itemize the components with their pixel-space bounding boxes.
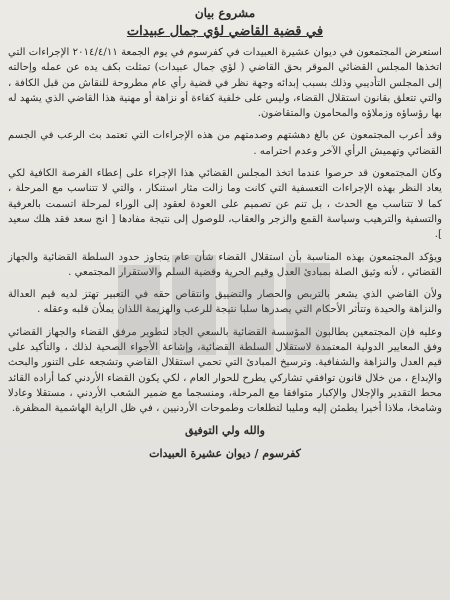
paragraph-review: استعرض المجتمعون في ديوان عشيرة العبيدات في كفرسوم في يوم الجمعة ٢٠١٤/٤/١١ الإجراءات التي اتخذها المجلس القضائي الموقر بحق القاضي ( لؤي جمال عبيدات) تمثلت بكف يده عن عمله وإحالته إلى المجلس التأديبي وذلك بسبب إبدائه وجهة نظر في قضية رأي عام مطروحة للنقاش من قبل الكافة ، والتي تتعلق بقانون استقلال القضاء، وليس على خلفية كفاءة أو نزاهة أو مهنية هذا القاضي الذي يشهد له بها رؤساؤه وزملاؤه والمحامون والمتقاضون. bbox=[8, 47, 442, 120]
paragraph-independence: ويؤكد المجتمعون بهذه المناسبة بأن استقلال القضاء شأن عام يتجاوز حدود السلطة القضائية والجهاز القضائي ، لأنه وثيق الصلة بمبادئ العدل وقيم الحرية وقضية السلم والاستقرار المجتمعي . bbox=[8, 251, 442, 278]
paragraph-judge-fear: ولأن القاضي الذي يشعر بالتربص والحصار والتضييق وانتقاص حقه في التعبير تهتز لديه قيم العدالة والنزاهة والحيدة وتتأثر الأحكام التي يصدرها سلبا نتيجة للرعب والهزيمة اللذان يملأن قلبه وعقله . bbox=[8, 289, 442, 316]
document-pretitle: مشروع بيان bbox=[194, 6, 256, 20]
document-title: في قضية القاضي لؤي جمال عبيدات bbox=[126, 24, 324, 39]
paragraph-shock: وقد أعرب المجتمعون عن بالغ دهشتهم وصدمتهم من هذه الإجراءات التي تعتمد بث الرعب في الجسم القضائي وتهميش الرأي الآخر وعدم احترامه . bbox=[8, 130, 442, 157]
document-header bbox=[8, 6, 442, 39]
paragraph-demands: وعليه فإن المجتمعين يطالبون المؤسسة القضائية بالسعي الجاد لتطوير مرفق القضاء والجهاز القضائي وفق المعايير الدولية المعتمدة لاستقلال السلطة القضائية، وإشاعة الأجواء الصحية لذلك ، والتأكيد على قيم العدل والنزاهة والشفافية. وترسيخ المبادئ التي تحمي استقلال القاضي وتشجعه على التنور والبحث والإبداع ، من خلال قانون توافقي تشاركي يطرح للحوار العام ، لكي يكون القضاء الأردني كما أراده القائد محط التقدير والإجلال والإكبار متوافقا مع المرحلة، ومنسجما مع ضمير الشعب الأردني ، مستقلا وعادلا وشامخا، ملاذا أخيرا يطمئن إليه ومليبا لتطلعات وطموحات الأردنيين ، في ظل الراية الهاشمية المظفرة. bbox=[8, 326, 442, 415]
paragraph-opportunity: وكان المجتمعون قد حرصوا عندما اتخذ المجلس القضائي هذا الإجراء على إعطاء الفرصة الكافية لكي يعاد النظر بهذه الإجراءات التعسفية التي كانت وما زالت مثار استنكار ، والتي لا تتناسب مع المرحلة ، كما لا تتناسب مع الحدث ، بل تنم عن تصميم على العودة لعقود إلى الوراء لمرحلة اتسمت بالعرفية والتسفية والترهيب وسياسة القمع والزجر والعقاب، للوصول إلى نتيجة مفادها [ انج سعد فقد هلك سعيد ]. bbox=[8, 168, 442, 241]
document-body bbox=[8, 45, 442, 417]
closing-line: والله ولي التوفيق bbox=[185, 423, 265, 437]
signature-line: كفرسوم / ديوان عشيرة العبيدات bbox=[149, 446, 301, 460]
